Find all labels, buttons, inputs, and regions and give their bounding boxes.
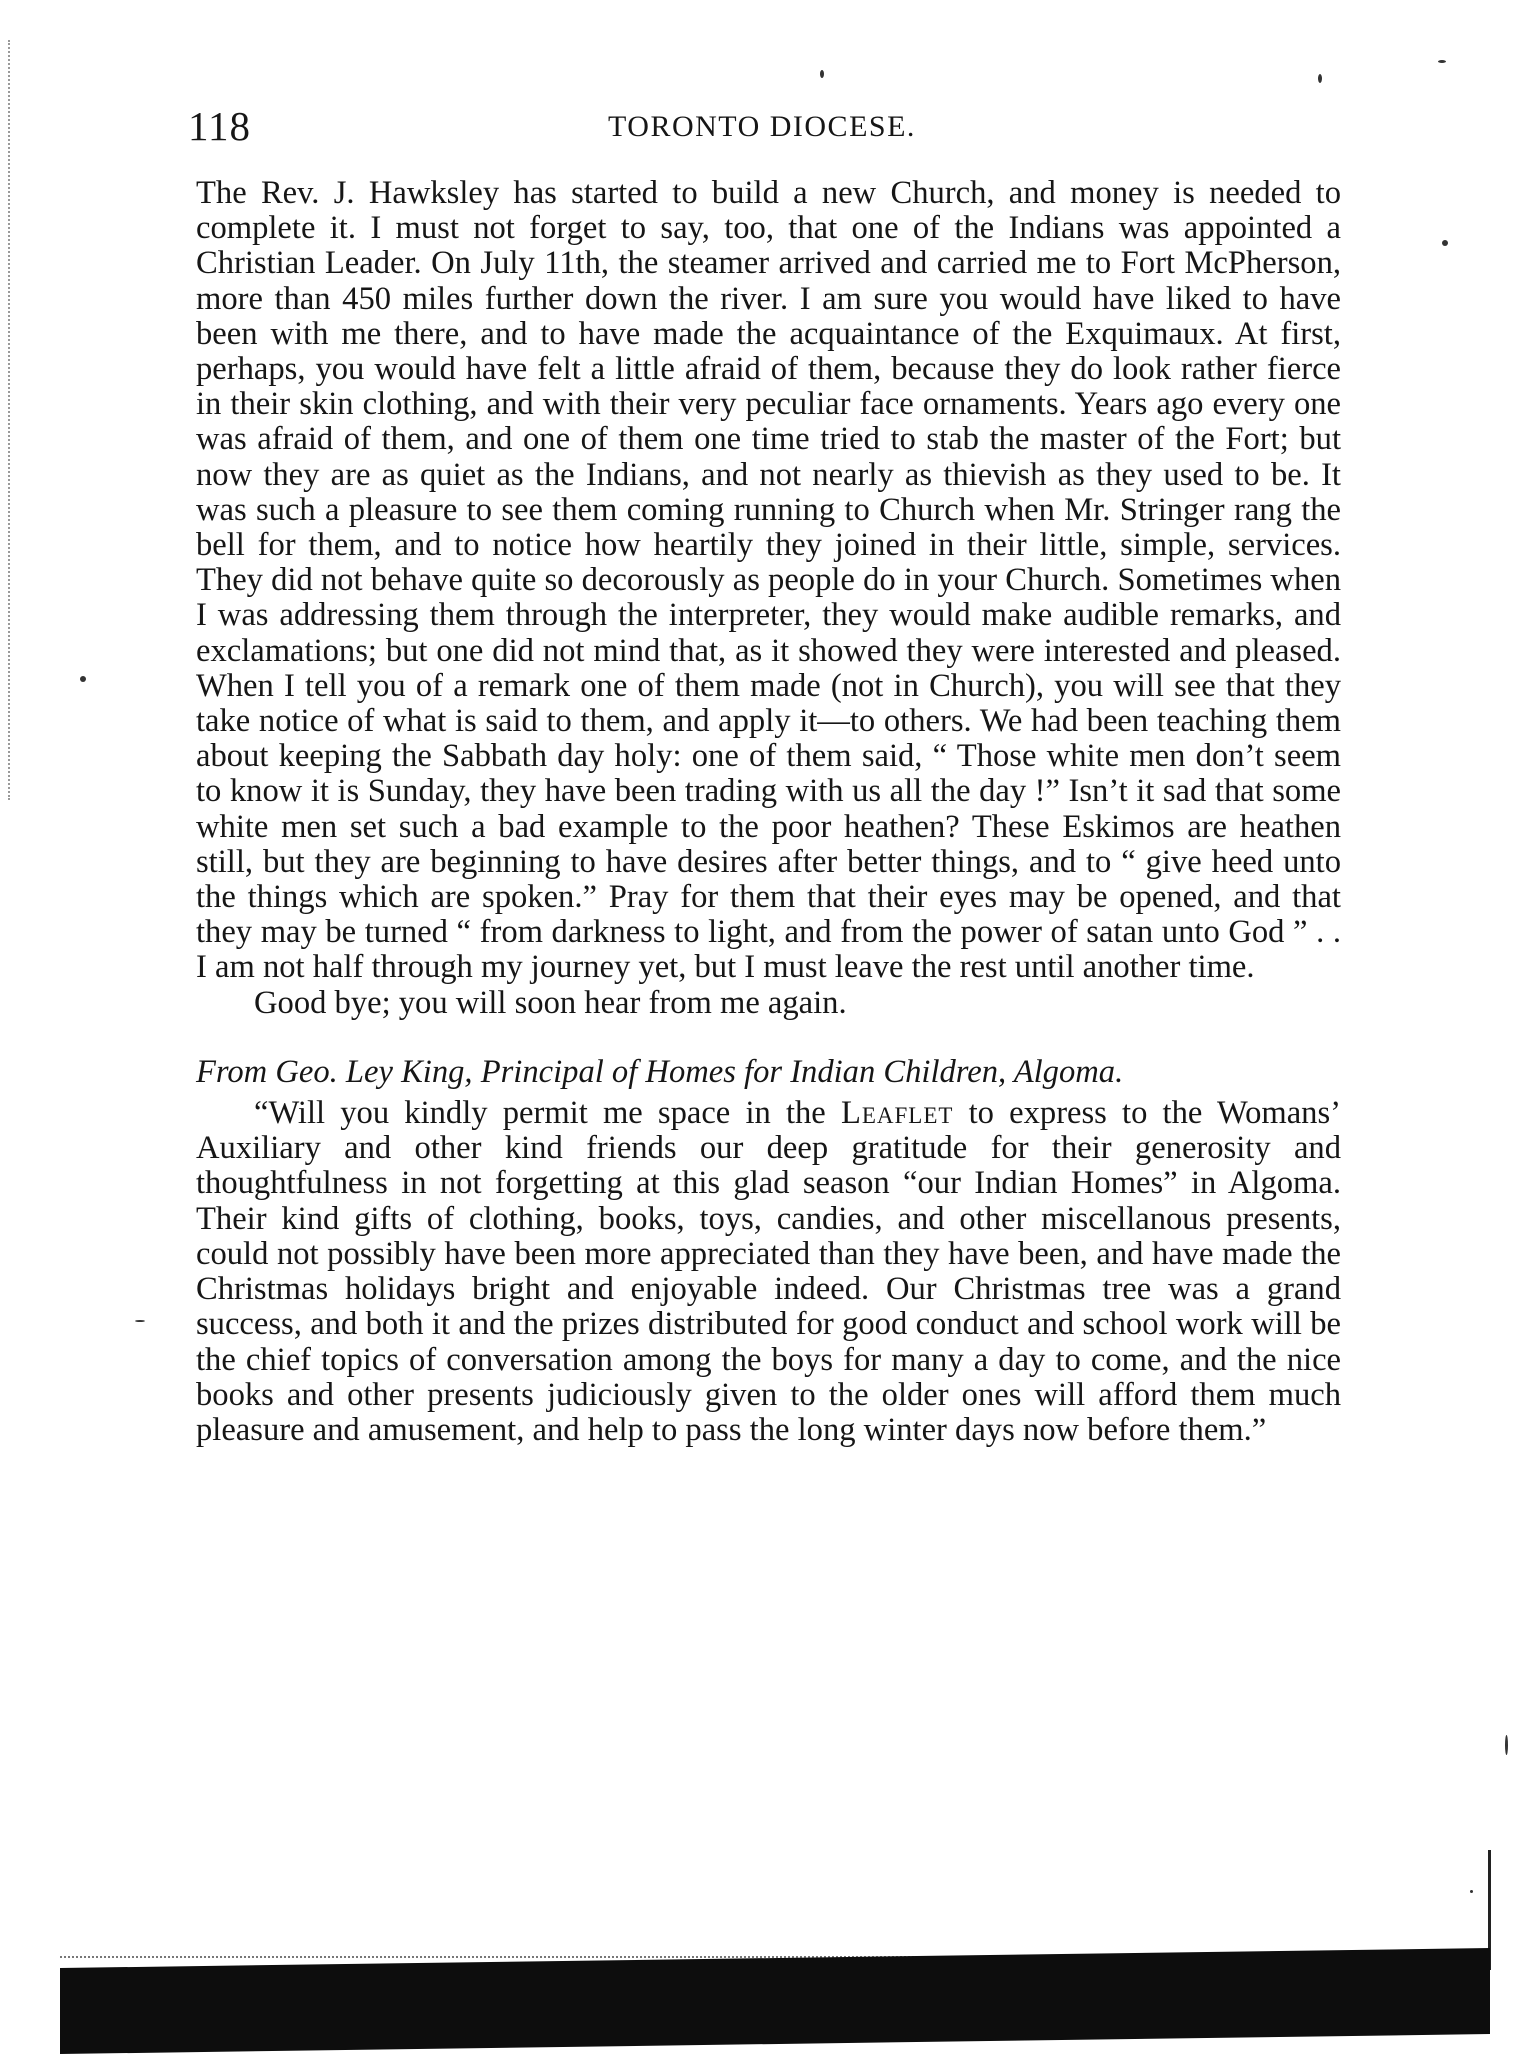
- leaflet-word: Leaflet: [840, 1095, 954, 1132]
- running-head: TORONTO DIOCESE.: [608, 110, 916, 143]
- paragraph-3-start: “Will you kindly permit me space in the: [254, 1095, 841, 1132]
- scan-speck: [1505, 1735, 1508, 1755]
- scan-speck: [1470, 1890, 1473, 1893]
- scan-speck: [80, 676, 86, 682]
- scan-speck: [135, 1320, 145, 1322]
- paragraph-3-rest: to express to the Womans’ Auxiliary and other kind friends our deep gratitude for their generosity and thoughtfulness in not forgetting at this glad season “our Indian Homes” in Algoma. Their kind gifts of clothing, books, toys, candies, and other miscellanous presents, could not possibly have been more appreciated than they have been, and have made the Christmas holidays bright and enjoyable indeed. Our Christmas tree was a grand success, and both it and the prizes distributed for good conduct and school work will be the chief topics of conversation among the boys for many a day to come, and the nice books and other presents judiciously given to the older ones will afford them much pleasure and amusement, and help to pass the long winter days now before them.”: [196, 1095, 1341, 1448]
- paragraph-1: The Rev. J. Hawksley has started to build a new Church, and money is needed to complete it. I must not forget to say, too, that one of the Indians was appointed a Christian Leader. On July 11th, the steamer arrived and carried me to Fort McPherson, more than 450 miles further down the river. I am sure you would have liked to have been with me there, and to have made the acquaintance of the Exquimaux. At first, perhaps, you would have felt a little afraid of them, because they do look rather fierce in their skin clothing, and with their very peculiar face ornaments. Years ago every one was afraid of them, and one of them one time tried to stab the master of the Fort; but now they are as quiet as the Indians, and not nearly as thievish as they used to be. It was such a pleasure to see them coming running to Church when Mr. Stringer rang the bell for them, and to notice how heartily they joined in their little, simple, services. They did not behave quite so decorously as people do in your Church. Sometimes when I was addressing them through the interpreter, they would make audible remarks, and exclamations; but one did not mind that, as it showed they were interested and pleased. When I tell you of a remark one of them made (not in Church), you will see that they take notice of what is said to them, and apply it—to others. We had been teaching them about keeping the Sabbath day holy: one of them said, “ Those white men don’t seem to know it is Sunday, they have been trading with us all the day !” Isn’t it sad that some white men set such a bad example to the poor heathen? These Eskimos are heathen still, but they are beginning to have desires after better things, and to “ give heed unto the things which are spoken.” Pray for them that their eyes may be opened, and that they may be turned “ from darkness to light, and from the power of satan unto God ” . . I am not half through my journey yet, but I must leave the rest until another time.: [196, 175, 1341, 986]
- section-heading: From Geo. Ley King, Principal of Homes for Indian Children, Algoma.: [196, 1053, 1124, 1090]
- paragraph-3: [196, 1096, 1341, 1448]
- scan-speck: [1442, 240, 1448, 246]
- scan-speck: [1318, 74, 1322, 83]
- scan-speck: [1438, 60, 1446, 63]
- body-text: [196, 176, 1341, 1448]
- page-number: 118: [188, 103, 251, 149]
- binding-edge-mark: [8, 40, 40, 800]
- page-header: [188, 102, 1333, 152]
- scan-speck: [820, 70, 824, 78]
- paragraph-2: Good bye; you will soon hear from me again.: [254, 984, 847, 1021]
